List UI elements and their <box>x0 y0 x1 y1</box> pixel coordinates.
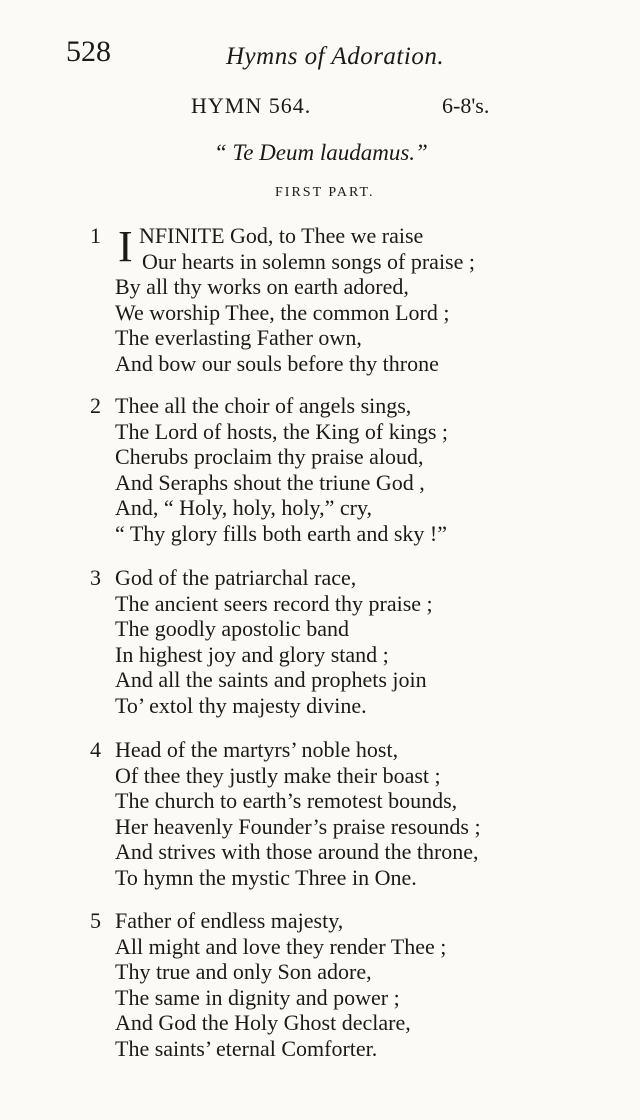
page-number: 528 <box>66 35 111 68</box>
part-title: FIRST PART. <box>275 185 375 200</box>
stanza-line: All might and love they render Thee ; <box>115 933 447 959</box>
stanza-2 <box>90 393 590 553</box>
stanza-line: The church to earth’s remotest bounds, <box>115 788 458 814</box>
stanza-line: Thy true and only Son adore, <box>115 959 372 985</box>
stanza-line: The everlasting Father own, <box>115 325 362 351</box>
stanza-line: By all thy works on earth adored, <box>115 274 409 300</box>
stanza-line: And Seraphs shout the triune God , <box>115 469 425 495</box>
stanza-line: Her heavenly Founder’s praise resounds ; <box>115 813 481 839</box>
stanza-line: And bow our souls before thy throne <box>115 351 439 376</box>
stanza-number: 4 <box>90 737 101 762</box>
stanza-line: NFINITE God, to Thee we raise <box>139 223 424 248</box>
stanza-line: The same in dignity and power ; <box>115 984 400 1010</box>
stanza-line: To hymn the mystic Three in One. <box>115 865 417 890</box>
stanza-line: God of the patriarchal race, <box>115 565 357 590</box>
stanza-line: The Lord of hosts, the King of kings ; <box>115 418 449 444</box>
stanza-number: 1 <box>90 223 101 248</box>
hymn-epigraph: “ Te Deum laudamus.” <box>214 140 428 165</box>
stanza-line: Of thee they justly make their boast ; <box>115 762 441 788</box>
stanza-line: And, “ Holy, holy, holy,” cry, <box>115 495 373 521</box>
stanza-line: “ Thy glory fills both earth and sky !” <box>115 521 447 546</box>
stanza-1 <box>90 223 590 383</box>
stanza-number: 3 <box>90 565 101 590</box>
stanza-line: We worship Thee, the common Lord ; <box>115 299 450 325</box>
stanza-number: 2 <box>90 393 101 418</box>
stanza-line: Head of the martyrs’ noble host, <box>115 737 399 762</box>
hymn-number: HYMN 564. <box>191 93 312 118</box>
stanza-line: Father of endless majesty, <box>115 908 344 933</box>
hymn-meter: 6-8's. <box>442 93 490 118</box>
stanza-line: Cherubs proclaim thy praise aloud, <box>115 444 424 470</box>
stanza-line: And strives with those around the throne, <box>115 839 479 865</box>
stanza-3 <box>90 565 590 725</box>
stanza-line: The goodly apostolic band <box>115 616 350 642</box>
stanza-line: Thee all the choir of angels sings, <box>115 393 412 418</box>
stanza-line: The saints’ eternal Comforter. <box>115 1036 378 1061</box>
stanza-line: And all the saints and prophets join <box>115 667 427 693</box>
stanza-line: The ancient seers record thy praise ; <box>115 590 433 616</box>
stanza-line: And God the Holy Ghost declare, <box>115 1010 411 1036</box>
stanza-line: In highest joy and glory stand ; <box>115 641 389 667</box>
stanza-5 <box>90 908 590 1068</box>
stanza-4 <box>90 737 590 897</box>
stanza-line: To’ extol thy majesty divine. <box>115 693 367 718</box>
running-title: Hymns of Adoration. <box>226 43 445 70</box>
drop-cap: I <box>118 222 133 271</box>
stanza-number: 5 <box>90 908 101 933</box>
stanza-line: Our hearts in solemn songs of praise ; <box>142 248 475 274</box>
